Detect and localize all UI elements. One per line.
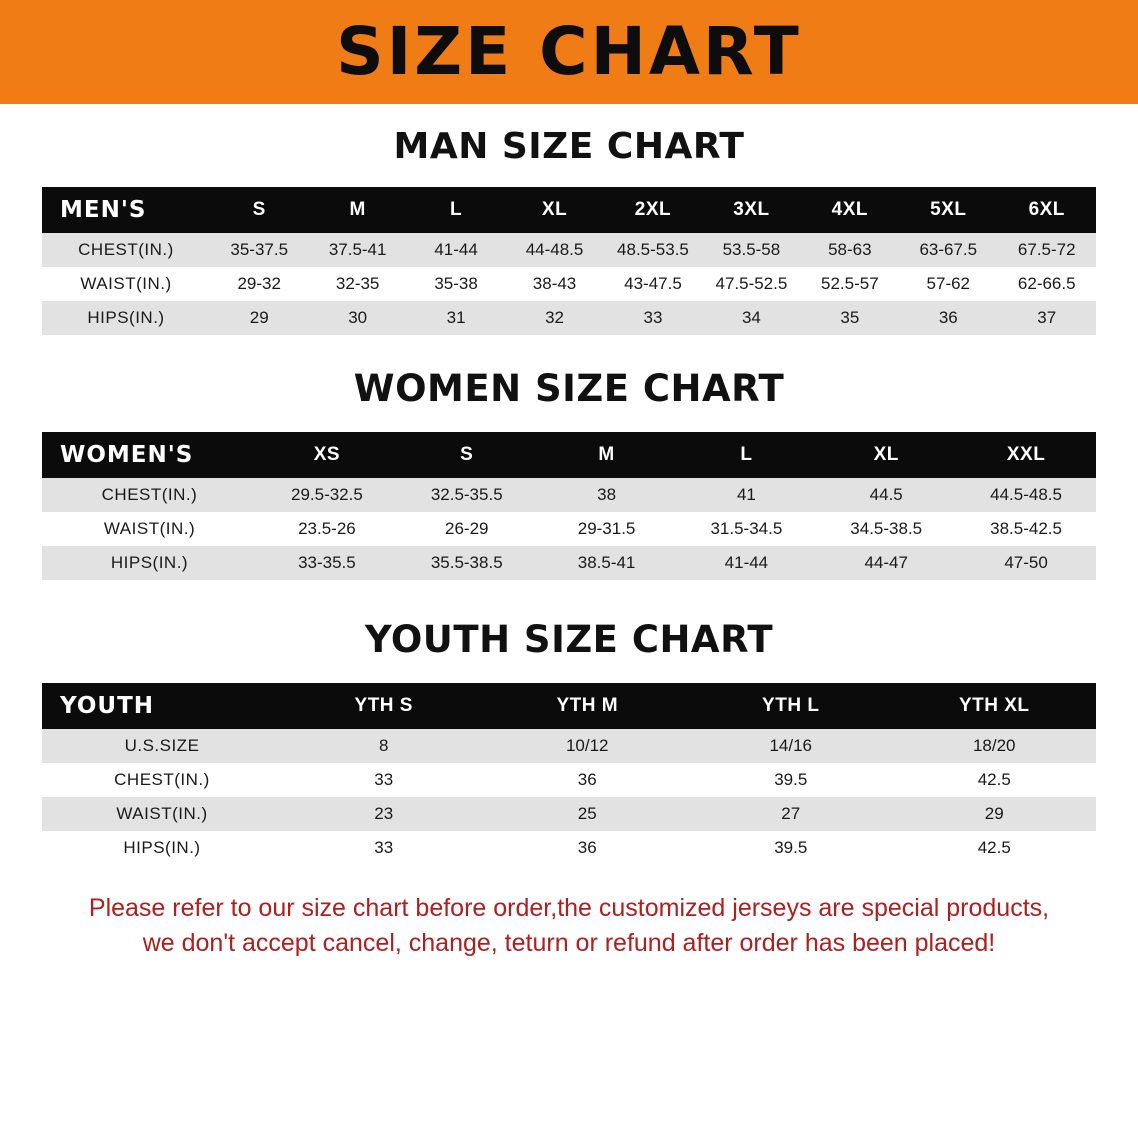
women-size-col-1: S <box>397 432 537 478</box>
women-size-col-2: M <box>537 432 677 478</box>
man-cell-0-0: 35-37.5 <box>210 233 308 267</box>
youth-size-col-0: YTH S <box>282 683 486 729</box>
man-cell-2-3: 32 <box>505 301 603 335</box>
youth-header-label: YOUTH <box>42 683 282 729</box>
women-size-col-5: XXL <box>956 432 1096 478</box>
youth-size-table <box>42 683 1096 865</box>
man-cell-0-7: 63-67.5 <box>899 233 997 267</box>
youth-row-label-2: WAIST(IN.) <box>42 797 282 831</box>
women-cell-1-3: 31.5-34.5 <box>676 512 816 546</box>
man-cell-0-1: 37.5-41 <box>308 233 406 267</box>
man-cell-1-8: 62-66.5 <box>998 267 1097 301</box>
man-cell-1-6: 52.5-57 <box>801 267 899 301</box>
man-size-col-0: S <box>210 187 308 233</box>
man-size-col-4: 2XL <box>604 187 702 233</box>
women-cell-0-5: 44.5-48.5 <box>956 478 1096 512</box>
women-row-label-2: HIPS(IN.) <box>42 546 257 580</box>
women-size-col-0: XS <box>257 432 397 478</box>
table-row <box>42 233 1096 267</box>
women-cell-1-5: 38.5-42.5 <box>956 512 1096 546</box>
youth-size-col-3: YTH XL <box>893 683 1097 729</box>
youth-row-label-1: CHEST(IN.) <box>42 763 282 797</box>
women-cell-1-0: 23.5-26 <box>257 512 397 546</box>
youth-cell-0-1: 10/12 <box>486 729 690 763</box>
youth-size-col-2: YTH L <box>689 683 893 729</box>
women-cell-1-1: 26-29 <box>397 512 537 546</box>
youth-cell-3-2: 39.5 <box>689 831 893 865</box>
table-header-row <box>42 683 1096 729</box>
table-row <box>42 797 1096 831</box>
man-size-col-6: 4XL <box>801 187 899 233</box>
man-size-col-3: XL <box>505 187 603 233</box>
women-header-label: WOMEN'S <box>42 432 257 478</box>
table-row <box>42 729 1096 763</box>
man-size-col-5: 3XL <box>702 187 800 233</box>
women-row-label-0: CHEST(IN.) <box>42 478 257 512</box>
table-header-row <box>42 432 1096 478</box>
youth-cell-0-3: 18/20 <box>893 729 1097 763</box>
youth-cell-3-3: 42.5 <box>893 831 1097 865</box>
women-cell-0-1: 32.5-35.5 <box>397 478 537 512</box>
man-cell-2-4: 33 <box>604 301 702 335</box>
youth-row-label-0: U.S.SIZE <box>42 729 282 763</box>
man-cell-1-0: 29-32 <box>210 267 308 301</box>
table-row <box>42 301 1096 335</box>
man-row-label-2: HIPS(IN.) <box>42 301 210 335</box>
women-size-col-4: XL <box>816 432 956 478</box>
women-section-title: WOMEN SIZE CHART <box>353 367 785 410</box>
youth-cell-2-1: 25 <box>486 797 690 831</box>
man-cell-0-4: 48.5-53.5 <box>604 233 702 267</box>
youth-size-col-1: YTH M <box>486 683 690 729</box>
youth-cell-0-0: 8 <box>282 729 486 763</box>
order-policy-note-line-2: we don't accept cancel, change, teturn or refund after order has been placed! <box>142 928 996 957</box>
man-section-title: MAN SIZE CHART <box>393 126 745 167</box>
man-cell-0-8: 67.5-72 <box>998 233 1097 267</box>
table-row <box>42 831 1096 865</box>
man-cell-2-7: 36 <box>899 301 997 335</box>
table-header-row <box>42 187 1096 233</box>
man-cell-0-3: 44-48.5 <box>505 233 603 267</box>
page-banner <box>0 0 1138 104</box>
man-cell-2-8: 37 <box>998 301 1097 335</box>
youth-cell-1-2: 39.5 <box>689 763 893 797</box>
women-cell-2-3: 41-44 <box>676 546 816 580</box>
youth-row-label-3: HIPS(IN.) <box>42 831 282 865</box>
women-cell-0-2: 38 <box>537 478 677 512</box>
man-cell-2-0: 29 <box>210 301 308 335</box>
man-size-col-2: L <box>407 187 505 233</box>
order-policy-note-line-1: Please refer to our size chart before order,the customized jerseys are special products, <box>88 894 1050 922</box>
table-row <box>42 512 1096 546</box>
table-row <box>42 478 1096 512</box>
youth-table-wrap <box>42 683 1096 865</box>
women-cell-2-1: 35.5-38.5 <box>397 546 537 580</box>
man-cell-0-2: 41-44 <box>407 233 505 267</box>
women-cell-2-4: 44-47 <box>816 546 956 580</box>
man-cell-0-6: 58-63 <box>801 233 899 267</box>
youth-section-title: YOUTH SIZE CHART <box>364 618 774 661</box>
man-cell-1-5: 47.5-52.5 <box>702 267 800 301</box>
youth-cell-1-3: 42.5 <box>893 763 1097 797</box>
man-cell-2-2: 31 <box>407 301 505 335</box>
women-size-table <box>42 432 1096 580</box>
women-cell-2-0: 33-35.5 <box>257 546 397 580</box>
man-cell-1-2: 35-38 <box>407 267 505 301</box>
man-row-label-1: WAIST(IN.) <box>42 267 210 301</box>
women-size-col-3: L <box>676 432 816 478</box>
man-size-col-1: M <box>308 187 406 233</box>
table-row <box>42 546 1096 580</box>
man-size-col-8: 6XL <box>998 187 1097 233</box>
women-cell-1-4: 34.5-38.5 <box>816 512 956 546</box>
table-row <box>42 763 1096 797</box>
man-cell-0-5: 53.5-58 <box>702 233 800 267</box>
women-table-wrap <box>42 432 1096 580</box>
man-cell-1-1: 32-35 <box>308 267 406 301</box>
man-row-label-0: CHEST(IN.) <box>42 233 210 267</box>
man-cell-2-6: 35 <box>801 301 899 335</box>
man-header-label: MEN'S <box>42 187 210 233</box>
women-cell-0-3: 41 <box>676 478 816 512</box>
youth-cell-2-0: 23 <box>282 797 486 831</box>
man-cell-1-7: 57-62 <box>899 267 997 301</box>
man-size-table <box>42 187 1096 335</box>
man-size-col-7: 5XL <box>899 187 997 233</box>
women-row-label-1: WAIST(IN.) <box>42 512 257 546</box>
man-cell-1-4: 43-47.5 <box>604 267 702 301</box>
youth-cell-1-0: 33 <box>282 763 486 797</box>
youth-cell-1-1: 36 <box>486 763 690 797</box>
women-cell-0-4: 44.5 <box>816 478 956 512</box>
table-row <box>42 267 1096 301</box>
man-cell-2-5: 34 <box>702 301 800 335</box>
youth-cell-3-1: 36 <box>486 831 690 865</box>
youth-cell-3-0: 33 <box>282 831 486 865</box>
youth-cell-2-3: 29 <box>893 797 1097 831</box>
page-title: SIZE CHART <box>336 13 802 90</box>
order-policy-note <box>38 891 1100 960</box>
youth-cell-2-2: 27 <box>689 797 893 831</box>
women-cell-2-2: 38.5-41 <box>537 546 677 580</box>
women-cell-1-2: 29-31.5 <box>537 512 677 546</box>
man-cell-1-3: 38-43 <box>505 267 603 301</box>
man-cell-2-1: 30 <box>308 301 406 335</box>
women-cell-2-5: 47-50 <box>956 546 1096 580</box>
man-table-wrap <box>42 187 1096 335</box>
youth-cell-0-2: 14/16 <box>689 729 893 763</box>
women-cell-0-0: 29.5-32.5 <box>257 478 397 512</box>
